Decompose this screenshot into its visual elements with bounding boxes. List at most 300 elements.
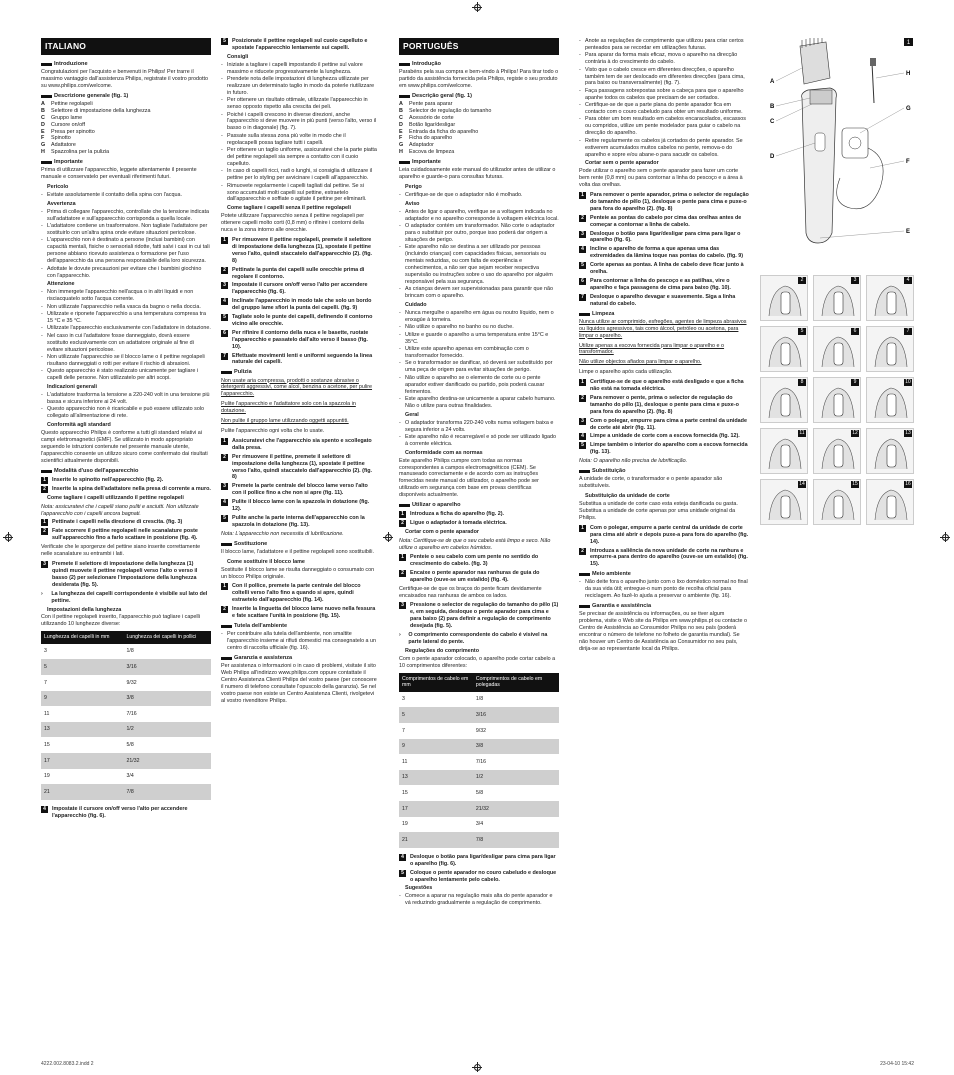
step-number: 2: [41, 528, 48, 535]
step-item: 3 Premete la parte centrale del blocco lame verso l'alto con il pollice fino a che non si apre (fig. 11).: [221, 483, 377, 497]
step-item: 2 Penteie as pontas do cabelo por cima das orelhas antes de começar a contornar a linha de cabelo.: [579, 215, 749, 229]
list-item: - Anote as regulações de comprimento que utilizou para criar certos penteados para se recordar em utilizações futuras.: [579, 38, 749, 52]
warning: Não utilize objectos afiados para limpar o aparelho.: [579, 359, 702, 366]
bullet-list: [221, 62, 377, 204]
table-cell: 15: [44, 741, 50, 748]
parts-list: [41, 101, 211, 156]
leader-lines: [776, 68, 904, 238]
blade-unit: [810, 90, 832, 104]
step-number: 7: [221, 353, 228, 360]
table-row: [41, 722, 211, 738]
step-number: 6: [221, 330, 228, 337]
part-item: F Ficha do aparelho: [399, 135, 453, 142]
paragraph: Questo apparecchio Philips è conforme a tutti gli standard relativi ai campi elettromagnetici (EMF). Se utilizzato in modo appropriato seguendo le istruzioni contenute nel presente manuale utente, l'apparecchio consente un utilizzo sicuro come confermato dai risultati scientifici attualmente disponibili.: [41, 430, 208, 464]
subheading: Geral: [405, 411, 419, 418]
table-cell: 7/8: [473, 832, 559, 848]
section-heading: Meio ambiente: [579, 571, 749, 578]
step-number: 3: [579, 231, 586, 238]
step-number: 1: [221, 438, 228, 445]
table-cell: 7: [44, 679, 47, 686]
bullet-list: [221, 631, 377, 652]
table-cell: 21/32: [473, 801, 559, 817]
step-item: 5 Tagliate solo le punte dei capelli, definendo il contorno vicino alle orecchie.: [221, 314, 377, 328]
list-item: - Utilize e guarde o aparelho a uma temperatura entre 15°C e 35°C.: [399, 332, 559, 346]
part-item: A Pente para aparar: [399, 100, 453, 107]
step-item: 6 Para contornar a linha do pescoço e as patilhas, vire o aparelho e faça passagens de cima para baixo (fig. 10).: [579, 278, 749, 292]
step-number: 5: [579, 442, 586, 449]
clipper-body: [802, 88, 837, 243]
paragraph: Potete utilizzare l'apparecchio senza il pettine regolapeli per ottenere capelli molto corti (0,8 mm) o rifinire i contorni della nuca e la zona intorno alle orecchie.: [221, 213, 365, 234]
section-heading: Garantia e assistência: [579, 603, 749, 610]
step-item: 1 Pettinate i capelli nella direzione di crescita. (fig. 3): [41, 519, 211, 526]
section-heading: Tutela dell'ambiente: [221, 623, 377, 630]
table-row: [399, 817, 559, 833]
step-5: 5 Posizionate il pettine regolapeli sul cuoio capelluto e spostate l'apparecchio lentamente sui capelli.: [221, 38, 377, 52]
steps: [221, 237, 377, 366]
bullet-list: [41, 289, 211, 382]
section-heading: Substituição: [579, 468, 749, 475]
section-heading: Utilizar o aparelho: [399, 502, 559, 509]
length-table-portuguese: [399, 673, 559, 848]
table-row: [399, 739, 559, 755]
figure-illustration: [866, 275, 914, 321]
step-number: 2: [221, 454, 228, 461]
label-b: B: [770, 104, 775, 110]
note: Nota: Certifique-se de que o seu cabelo está limpo e seco. Não utilize o aparelho em cabelos húmidos.: [399, 538, 551, 552]
table-row: [41, 769, 211, 785]
step-item: 1 Per rimuovere il pettine regolapeli, premete il selettore di impostazione della lunghezza (1), spostate il pettine verso l'alto, quindi staccatelo dall'apparecchio (2). (fig. 8): [221, 237, 377, 265]
table-cell: 1/8: [475, 696, 484, 703]
list-item: - Este aparelho não é recarregável e só pode ser utilizado ligado à corrente eléctrica.: [399, 434, 559, 448]
figure-number: 4: [904, 277, 912, 284]
step-item: 5 Corte apenas as pontas. A linha de cabelo deve ficar junto à orelha.: [579, 262, 749, 276]
step-item: 1 Penteie o seu cabelo com um pente no sentido do crescimento do cabelo. (fig. 3): [399, 554, 559, 568]
step-number: 4: [579, 246, 586, 253]
subheading: Come sostituire il blocco lame: [227, 558, 305, 565]
list-item: - Nel caso in cui l'adattatore fosse danneggiato, dovrà essere sostituito esclusivamente con un adattatore originale al fine di evitare situazioni pericolose.: [41, 333, 211, 354]
paragraph: Este aparelho Philips cumpre com todas as normas correspondentes a campos electromagnéticos (CEM). Se manuseado correctamente e de acordo com as instruções fornecidas neste manual do utilizador, o aparelho pode ser utilizado em segurança com base em provas científicas disponíveis actualmente.: [399, 457, 539, 499]
list-item: - O adaptador contém um transformador. Não corte o adaptador para o substituir por outro, porque isso poderá dar origem a situações de perigo.: [399, 223, 559, 244]
part-item: G Adattatore: [41, 142, 76, 149]
step-number: 1: [399, 511, 406, 518]
list-item: - Antes de ligar o aparelho, verifique se a voltagem indicada no adaptador e no aparelho corresponde à voltagem eléctrica local.: [399, 209, 559, 223]
table-cell: 3/16: [124, 659, 212, 675]
step-item: 2 Inserite la linguetta del blocco lame nuovo nella fessura e fate scattare l'unità in posizione (fig. 15).: [221, 606, 377, 620]
paragraph: Congratulazioni per l'acquisto e benvenuti in Philips! Per trarre il massimo vantaggio dall'assistenza Philips, registrate il vostro prodotto su www.philips.com/welcome.: [41, 69, 209, 89]
warning: Utilize apenas a escova fornecida para limpar o aparelho e o transformador.: [579, 342, 725, 356]
step-number: 2: [579, 548, 586, 555]
list-item: - Adottate le dovute precauzioni per evitare che i bambini giochino con l'apparecchio.: [41, 266, 211, 280]
product-diagram: [760, 38, 914, 268]
note: Nota: O aparelho não precisa de lubrificação.: [579, 458, 688, 465]
table-cell: 7: [402, 727, 405, 734]
table-cell: 13: [41, 722, 124, 738]
section-heading: Modalità d'uso dell'apparecchio: [41, 468, 211, 475]
table-cell: 11: [402, 758, 408, 765]
paragraph: Con il pettine regolapeli inserito, l'apparecchio può tagliare i capelli utilizzando 10 lunghezze diverse:: [41, 614, 200, 628]
table-cell: 5/8: [126, 741, 134, 748]
step-item: 4 Pulite il blocco lame con la spazzola in dotazione (fig. 12).: [221, 499, 377, 513]
steps: [41, 519, 211, 542]
list-item: - As crianças devem ser supervisionadas para garantir que não brincam com o aparelho.: [399, 286, 559, 300]
section-heading: Introdução: [399, 61, 559, 68]
part-item: A Pettine regolapeli: [41, 100, 93, 107]
figure-number: 6: [851, 328, 859, 335]
table-cell: 3/8: [473, 739, 559, 755]
step-item: 4 Limpe a unidade de corte com a escova fornecida (fig. 12).: [579, 433, 749, 440]
step-item: 2 Per rimuovere il pettine, premete il selettore di impostazione della lunghezza (1), spostate il pettine verso l'alto, quindi staccatelo dall'apparecchio (2). (fig. 8): [221, 454, 377, 482]
table-cell: 1/8: [126, 648, 134, 655]
registration-mark-top: [472, 2, 482, 12]
column-header: Comprimentos de cabelo em mm: [399, 673, 473, 692]
step-item: 1 Certifique-se de que o aparelho está desligado e que a ficha não está na tomada eléctrica.: [579, 379, 749, 393]
steps: [579, 379, 749, 456]
step-item: 4 Desloque o botão para ligar/desligar para cima para ligar o aparelho (fig. 6).: [399, 854, 559, 868]
table-row: [41, 659, 211, 675]
table-cell: 21: [41, 784, 124, 800]
steps: [399, 854, 559, 884]
figure-illustration: [813, 326, 861, 372]
list-item: - Non utilizzate l'apparecchio se il blocco lame o il pettine regolapeli risultano danneggiati o rotti per evitare il rischio di abrasioni.: [41, 354, 211, 368]
step-number: 2: [579, 395, 586, 402]
step-number: 7: [579, 294, 586, 301]
footer-file: 4222.002.8083.2.indd 2: [41, 1060, 94, 1067]
figure-illustration: [866, 428, 914, 474]
table-cell: 9: [399, 739, 473, 755]
section-heading: Descrição geral (fig. 1): [399, 93, 559, 100]
list-item: - Este aparelho destina-se unicamente a aparar cabelo humano. Não o utilize para outras finalidades.: [399, 396, 559, 410]
column-header: Lunghezza dei capelli in mm: [41, 631, 124, 644]
part-item: D Botão ligar/desligar: [399, 121, 456, 128]
figure-number: 12: [852, 430, 858, 436]
step-item: 5 Coloque o pente aparador no couro cabeludo e desloque o aparelho lentamente pelo cabelo.: [399, 870, 559, 884]
table-cell: 3/16: [473, 707, 559, 723]
table-row: [399, 692, 559, 708]
label-e: E: [906, 229, 911, 235]
bullet-list: [399, 310, 559, 410]
label-h: H: [906, 71, 911, 77]
paragraph: Com o pente aparador colocado, o aparelho pode cortar cabelo a 10 comprimentos diferentes:: [399, 655, 556, 669]
table-cell: 21: [399, 832, 473, 848]
step-item: 1 Inserite lo spinotto nell'apparecchio (fig. 2).: [41, 477, 211, 484]
table-cell: 1/2: [473, 770, 559, 786]
step-number: 6: [579, 278, 586, 285]
result: › La lunghezza dei capelli corrispondente è visibile sul lato del pettine.: [41, 590, 208, 604]
table-row: [399, 770, 559, 786]
list-item: - L'adattatore contiene un trasformatore. Non tagliate l'adattatore per sostituirlo con un'altra spina onde evitare situazioni pericolose.: [41, 223, 211, 237]
table-row: [399, 785, 559, 801]
table-row: [41, 691, 211, 707]
figure-number: 15: [852, 481, 858, 487]
paragraph: Leia cuidadosamente este manual do utilizador antes de utilizar o aparelho e guarde-o para consultas futuras.: [399, 167, 556, 181]
bullet-list: [41, 392, 211, 420]
subheading: Indicazioni generali: [47, 384, 98, 391]
step-item: 2 Para remover o pente, prima o selector de regulação do tamanho do pêlo (1), desloque o pente para cima e puxe-o para fora do aparelho (2). (fig. 8): [579, 395, 749, 416]
step-number: 2: [41, 486, 48, 493]
step-item: 2 Fate scorrere il pettine regolapeli nelle scanalature poste sull'apparecchio fino a farlo scattare in posizione (fig. 4).: [41, 528, 211, 542]
step-number: 5: [579, 262, 586, 269]
subheading: Cortar sem o pente aparador: [585, 160, 659, 167]
table-cell: 11: [44, 710, 50, 717]
section-heading: Importante: [399, 159, 559, 166]
table-cell: 19: [44, 773, 50, 780]
list-item: - Passate sulla stessa zona più volte in modo che il regolacapelli possa tagliare tutti i capelli.: [221, 133, 377, 147]
step-number: 1: [41, 477, 48, 484]
table-row: [399, 832, 559, 848]
part-item: F Spinotto: [41, 135, 71, 142]
warning: Nunca utilize ar comprimido, esfregões, agentes de limpeza abrasivos ou líquidos agressivos, tais como álcool, petróleo ou acetona, para limpar o aparelho.: [579, 318, 747, 339]
part-item: E Entrada da ficha do aparelho: [399, 128, 479, 135]
list-item: - In caso di capelli ricci, radi o lunghi, si consiglia di utilizzare il pettine per lo styling per avvicinare i capelli all'apparecchio.: [221, 168, 377, 182]
bullet-list: [399, 192, 559, 199]
table-row: [41, 675, 211, 691]
note: Nota: L'apparecchio non necessita di lubrificazione.: [221, 530, 344, 537]
list-item: - Não utilize o aparelho no banho ou no duche.: [399, 324, 559, 331]
figure-number: 5: [798, 328, 806, 335]
part-item: G Adaptador: [399, 142, 434, 149]
section-heading: Limpeza: [579, 311, 749, 318]
step-number: 4: [579, 433, 586, 440]
italian-column-1: [41, 38, 211, 822]
steps: [399, 511, 559, 527]
list-item: - Questo apparecchio non è ricaricabile e può essere utilizzato solo collegato all'alimentazione di rete.: [41, 406, 211, 420]
list-item: - Faça passagens sobrepostas sobre a cabeça para que o aparelho apanhe todos os cabelos que precisam de ser cortados.: [579, 88, 749, 102]
step-number: 2: [221, 606, 228, 613]
paragraph: Il blocco lame, l'adattatore e il pettine regolapeli sono sostituibili.: [221, 548, 374, 555]
step-number: 1: [579, 379, 586, 386]
print-footer: [41, 1061, 914, 1067]
registration-mark-left: [3, 532, 13, 542]
paragraph: Substitua a unidade de corte caso esta esteja danificada ou gasta. Substitua a unidade de corte apenas por uma unidade original da Philips.: [579, 501, 738, 521]
step-item: 7 Effettuate movimenti lenti e uniformi seguendo la linea naturale dei capelli.: [221, 353, 377, 367]
figure-number: 9: [851, 379, 859, 386]
table-cell: 3/4: [475, 821, 484, 828]
figure-illustration: [760, 377, 808, 423]
subheading: Perigo: [405, 184, 422, 191]
list-item: - Retire regularmente os cabelos já cortados do pente aparador. Se estiverem acumulados muitos cabelos no pente, remova-o do aparelho e sopre e/ou abane-o para sacudir os cabelos.: [579, 138, 749, 159]
label-c: C: [770, 119, 775, 125]
label-d: D: [770, 154, 775, 160]
list-item: - Não deite fora o aparelho junto com o lixo doméstico normal no final da sua vida útil; entregue-o num ponto de recolha oficial para reciclagem. Ao fazê-lo ajuda a preservar o ambiente (fig. 16).: [579, 579, 749, 600]
step-number: 1: [579, 525, 586, 532]
steps: [41, 477, 211, 493]
section-heading: Pulizia: [221, 369, 377, 376]
step-item: 2 Inserite la spina dell'adattatore nella presa di corrente a muro.: [41, 486, 211, 493]
step-item: 2 Pettinate la punta dei capelli sulle orecchie prima di regolare il contorno.: [221, 267, 377, 281]
step-item: 3 Impostate il cursore on/off verso l'alto per accendere l'apparecchio (fig. 6).: [221, 282, 377, 296]
list-item: - Este aparelho não se destina a ser utilizado por pessoas (incluindo crianças) com capacidades físicas, sensoriais ou mentais reduzidas, ou com falta de experiência e conhecimentos, a não ser que sejam receber respectiva supervisão ou instruções sobre o uso do aparelho por alguém responsável pela sua segurança.: [399, 244, 559, 285]
part-item: H Spazzolina per la pulizia: [41, 149, 110, 156]
paragraph: Pode utilizar o aparelho sem o pente aparador para fazer um corte bem rente (0,8 mm) ou para contornar a linha do pescoço e a área à volta das orelhas.: [579, 168, 743, 189]
table-cell: 7/8: [124, 784, 212, 800]
subheading: Attenzione: [47, 281, 75, 288]
step-item: 1 Con il pollice, premete la parte centrale del blocco coltelli verso l'alto fino a quando si apre, quindi estraetelo dall'apparecchio (fig. 14).: [221, 583, 377, 604]
table-cell: 3/8: [124, 691, 212, 707]
list-item: - Utilize este aparelho apenas em combinação com o transformador fornecido.: [399, 346, 559, 360]
subheading: Consigli: [227, 53, 249, 60]
label-g: G: [906, 106, 911, 112]
table-cell: 1/2: [124, 722, 212, 738]
table-row: [399, 801, 559, 817]
list-item: - Per ottenere un risultato ottimale, utilizzate l'apparecchio in senso opposto rispetto alla crescita dei peli.: [221, 97, 377, 111]
subheading: Impostazioni della lunghezza: [47, 606, 122, 613]
figure-illustration: [760, 275, 808, 321]
figure-number: 2: [798, 277, 806, 284]
figure-number: 10: [905, 379, 911, 385]
part-item: C Acessório de corte: [399, 114, 454, 121]
table-cell: 7/16: [475, 758, 486, 765]
step-3: 3 Premete il selettore di impostazione della lunghezza (1) quindi muovete il pettine regolapeli verso l'alto o verso il basso (2) per selezionare l'impostazione della lunghezza desiderata (fig. 5).: [41, 561, 211, 589]
step-number: 5: [399, 870, 406, 877]
part-item: B Selector de regulação do tamanho: [399, 107, 492, 114]
step-item: 4 Inclinate l'apparecchio in modo tale che solo un bordo del gruppo lame sfiori la punta dei capelli. (fig. 9): [221, 298, 377, 312]
table-cell: 13: [399, 770, 473, 786]
step-item: 1 Introduza a ficha do aparelho (fig. 2).: [399, 511, 559, 518]
table-row: [399, 723, 559, 739]
list-item: - Não utilize o aparelho se o elemento de corte ou o pente aparador estiver danificado ou partido, pois poderá causar ferimentos.: [399, 375, 559, 396]
paragraph: Pulite l'apparecchio ogni volta che lo usate.: [221, 427, 325, 434]
step-number: 2: [221, 267, 228, 274]
subheading: Conformidade com as normas: [405, 449, 483, 456]
figure-number: 1: [906, 40, 911, 46]
steps: [221, 438, 377, 529]
figure-number: 14: [799, 481, 805, 487]
step-item: 1 Para remover o pente aparador, prima o selector de regulação do tamanho de pêlo (1), desloque o pente para cima e puxe-o para fora do aparelho (2). (fig. 8): [579, 192, 749, 213]
step-number: 5: [221, 515, 228, 522]
warning: Non usate aria compressa, prodotti o sostanze abrasive o detergenti aggressivi, come alcol, benzina o acetone, per pulire l'apparecchio.: [221, 377, 373, 398]
table-cell: 21/32: [124, 753, 212, 769]
registration-mark-center: [383, 532, 393, 542]
part-item: D Cursore on/off: [41, 121, 86, 128]
step-number: 1: [579, 192, 586, 199]
steps: [221, 583, 377, 620]
part-item: C Gruppo lame: [41, 114, 83, 121]
steps: [399, 554, 559, 584]
bullet-list: [579, 579, 749, 600]
figure-illustration: [760, 479, 808, 525]
subheading: Regulações do comprimento: [405, 647, 479, 654]
list-item: - Rimuovete regolarmente i capelli tagliati dal pettine. Se si sono accumulati molti capelli sul pettine, estraetelo dall'apparecchio e soffiate o agitate il pettine per eliminarli.: [221, 183, 377, 204]
step-item: 5 Limpe também o interior do aparelho com a escova fornecida (fig. 13).: [579, 442, 749, 456]
bullet-list: [41, 209, 211, 280]
portuguese-column-1: [399, 38, 559, 908]
subheading: Pericolo: [47, 184, 69, 191]
bullet-list: [41, 192, 211, 199]
steps: [579, 192, 749, 308]
list-item: - Utilizzate l'apparecchio esclusivamente con l'adattatore in dotazione.: [41, 325, 211, 332]
bullet-list: [399, 893, 559, 907]
step-number: 4: [399, 854, 406, 861]
list-item: - Iniziate a tagliare i capelli impostando il pettine sul valore massimo e riducete progressivamente la lunghezza.: [221, 62, 377, 76]
list-item: - Prima di collegare l'apparecchio, controllate che la tensione indicata sull'adattatore e sull'apparecchio corrisponda a quella locale.: [41, 209, 211, 223]
result: › O comprimento correspondente do cabelo é visível na parte lateral do pente.: [399, 632, 548, 645]
steps: [579, 525, 749, 568]
adapter-shape: [842, 128, 868, 158]
step-number: 2: [399, 570, 406, 577]
language-header-portuguese: PORTUGUÊS: [399, 38, 559, 55]
registration-mark-right: [940, 532, 950, 542]
length-table-italian: [41, 631, 211, 800]
table-cell: 9/32: [475, 727, 486, 734]
table-row: [41, 644, 211, 660]
step-item: 4 Incline o aparelho de forma a que apenas uma das extremidades da lâmina toque nas pontas do cabelo. (fig. 9): [579, 246, 749, 260]
subheading: Come tagliare i capelli utilizzando il pettine regolapeli: [47, 494, 184, 501]
table-row: [399, 754, 559, 770]
section-heading: Introduzione: [41, 61, 211, 68]
table-cell: 9/32: [126, 679, 137, 686]
step-item: 3 Com o polegar, empurre para cima a parte central da unidade de corte até abrir (fig. 11).: [579, 418, 749, 432]
step-item: 3 Desloque o botão para ligar/desligar para cima para ligar o aparelho (fig. 6).: [579, 231, 749, 245]
label-a: A: [770, 79, 775, 85]
step-number: 3: [221, 483, 228, 490]
step-item: 2 Encaixe o pente aparador nas ranhuras de guia do aparelho (ouve-se um estalido) (fig. 4).: [399, 570, 559, 584]
step-number: 1: [221, 237, 228, 244]
table-cell: 17: [41, 753, 124, 769]
table-header-row: [41, 631, 211, 644]
column-header: Comprimentos de cabelo em polegadas: [473, 673, 559, 692]
subheading: Cortar com o pente aparador: [405, 529, 479, 536]
warning: Pulite l'apparecchio e l'adattatore solo con la spazzola in dotazione.: [221, 401, 356, 415]
list-item: - Utilizzate e riponete l'apparecchio a una temperatura compresa tra 15 °C e 35 °C.: [41, 311, 211, 325]
step-number: 3: [579, 418, 586, 425]
figure-number: 16: [905, 481, 911, 487]
comb-shape: [800, 42, 830, 84]
figure-illustration: [760, 428, 808, 474]
list-item: - Per ottenere un taglio uniforme, assicuratevi che la parte piatta del pettine regolapeli sia sempre a contatto con il cuoio capelluto.: [221, 147, 377, 168]
step-number: 4: [221, 499, 228, 506]
table-cell: 5: [399, 707, 473, 723]
table-row: [41, 784, 211, 800]
figure-illustration: [813, 377, 861, 423]
part-item: E Presa per spinotto: [41, 128, 95, 135]
list-item: - Se o transformador se danificar, só deverá ser substituído por uma peça de origem para evitar situações de perigo.: [399, 360, 559, 374]
column-header: Lunghezza dei capelli in pollici: [124, 631, 212, 644]
list-item: - Certifique-se de que o adaptador não é molhado.: [399, 192, 559, 199]
step-item: 1 Assicuratevi che l'apparecchio sia spento e scollegato dalla presa.: [221, 438, 377, 452]
table-cell: 3: [402, 696, 405, 703]
list-item: - Poiché i capelli crescono in diverse direzioni, anche l'apparecchio si deve muovere in più punti (verso l'alto, verso il basso o in diagonale) (fig. 7).: [221, 112, 377, 133]
table-header-row: [399, 673, 559, 692]
step-item: 2 Ligue o adaptador à tomada eléctrica.: [399, 520, 559, 527]
paragraph: Certifique-se de que os braços do pente ficam devidamente encaixados nas ranhuras de ambos os lados.: [399, 585, 542, 599]
subheading: Sugestões: [405, 885, 433, 892]
brush-shape: [872, 63, 874, 103]
paragraph: Se precisar de assistência ou informações, ou se tiver algum problema, visite o Web site da Philips em www.philips.pt ou contacte o Centro de Assistência ao Consumidor Philips no seu país (poderá encontrar o número de telefone no folheto de garantia mundial). Se não houver um Centro de Assistência ao Consumidor no seu país, dirija-se ao representante local da Philips.: [579, 611, 747, 652]
italian-column-2: [221, 38, 377, 707]
step-item: 7 Desloque o aparelho devagar e suavemente. Siga a linha natural do cabelo.: [579, 294, 749, 308]
paragraph: Sostituite il blocco lame se risulta danneggiato o consumato con un blocco Philips originale.: [221, 566, 375, 580]
bullet-list: [399, 420, 559, 448]
section-heading: Descrizione generale (fig. 1): [41, 93, 211, 100]
table-cell: 5/8: [475, 789, 484, 796]
figure-number: 11: [799, 430, 805, 436]
paragraph: Prima di utilizzare l'apparecchio, leggete attentamente il presente manuale e conservatelo per eventuali riferimenti futuri.: [41, 167, 197, 181]
figure-illustration: [866, 377, 914, 423]
step-number: 1: [41, 519, 48, 526]
subheading: Conformità agli standard: [47, 422, 111, 429]
step-item: 2 Introduza a saliência da nova unidade de corte na ranhura e empurre-a para dentro do aparelho (ouve-se um estalido) (fig. 15).: [579, 548, 749, 569]
table-cell: 3: [44, 648, 47, 655]
paragraph: Limpe o aparelho após cada utilização.: [579, 369, 673, 376]
subheading: Aviso: [405, 200, 420, 207]
list-item: - Non utilizzate l'apparecchio nella vasca da bagno o nella doccia.: [41, 304, 211, 311]
table-row: [399, 707, 559, 723]
part-item: H Escova de limpeza: [399, 149, 455, 156]
list-item: - Para aparar da forma mais eficaz, mova o aparelho na direcção contrária à do crescimento do cabelo.: [579, 52, 749, 66]
table-row: [41, 737, 211, 753]
figure-illustration: [866, 479, 914, 525]
bullet-list: [579, 38, 749, 158]
